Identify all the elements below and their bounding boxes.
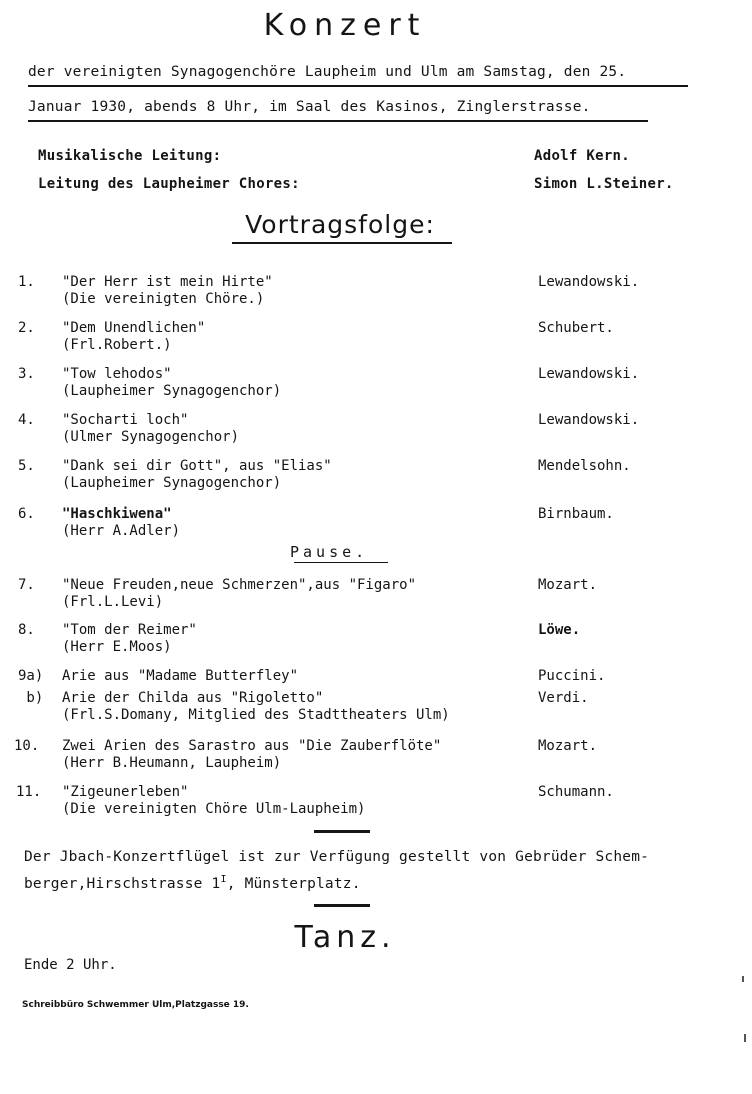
item-composer: Birnbaum. xyxy=(538,506,614,522)
item-number: 1. xyxy=(18,274,35,290)
item-piece: "Dem Unendlichen" xyxy=(62,320,206,336)
item-composer: Mozart. xyxy=(538,738,598,754)
piano-note-address: berger,Hirschstrasse 1 xyxy=(24,875,221,892)
item-number: 11. xyxy=(16,784,42,800)
intro-line-2: Januar 1930, abends 8 Uhr, im Saal des Kasinos, Zinglerstrasse. xyxy=(28,99,591,115)
credit-name-choir-director: Simon L.Steiner. xyxy=(534,176,674,192)
item-performer: (Frl.S.Domany, Mitglied des Stadttheaters Ulm) xyxy=(62,707,450,723)
item-number: 4. xyxy=(18,412,35,428)
item-performer: (Herr E.Moos) xyxy=(62,639,172,655)
item-composer: Lewandowski. xyxy=(538,366,640,382)
piano-note-place: , Münsterplatz. xyxy=(226,875,361,892)
item-number: 3. xyxy=(18,366,35,382)
item-number: 6. xyxy=(18,506,35,522)
item-number: 5. xyxy=(18,458,35,474)
item-number: 8. xyxy=(18,622,35,638)
item-performer: (Die vereinigten Chöre.) xyxy=(62,291,265,307)
item-piece: Arie der Childa aus "Rigoletto" xyxy=(62,690,324,706)
piano-note-superscript: I xyxy=(220,874,227,885)
item-performer: (Die vereinigten Chöre Ulm-Laupheim) xyxy=(62,801,366,817)
item-piece: "Tow lehodos" xyxy=(62,366,172,382)
item-number: 2. xyxy=(18,320,35,336)
item-performer: (Laupheimer Synagogenchor) xyxy=(62,383,282,399)
item-piece: Zwei Arien des Sarastro aus "Die Zauberflöte" xyxy=(62,738,442,754)
item-composer: Verdi. xyxy=(538,690,589,706)
intro-underline-1 xyxy=(28,85,688,87)
program-heading: Vortragsfolge: xyxy=(245,210,435,239)
item-piece: "Dank sei dir Gott", aus "Elias" xyxy=(62,458,332,474)
item-composer: Löwe. xyxy=(538,622,581,638)
printer-credit: Schreibbüro Schwemmer Ulm,Platzgasse 19. xyxy=(22,1000,249,1010)
intro-underline-2 xyxy=(28,120,648,122)
item-composer: Puccini. xyxy=(538,668,606,684)
item-performer: (Ulmer Synagogenchor) xyxy=(62,429,240,445)
item-composer: Schumann. xyxy=(538,784,614,800)
item-performer: (Frl.L.Levi) xyxy=(62,594,164,610)
dance-heading: Tanz. xyxy=(294,920,396,955)
piano-note-line-2 xyxy=(24,874,361,892)
item-piece: "Zigeunerleben" xyxy=(62,784,189,800)
piano-note-line-1: Der Jbach-Konzertflügel ist zur Verfügung gestellt von Gebrüder Schem- xyxy=(24,849,650,865)
credit-role-choir-director: Leitung des Laupheimer Chores: xyxy=(38,176,300,192)
separator-dash xyxy=(314,830,370,833)
item-performer: (Laupheimer Synagogenchor) xyxy=(62,475,282,491)
item-composer: Mozart. xyxy=(538,577,598,593)
credit-name-musical-director: Adolf Kern. xyxy=(534,148,631,164)
pause-underline xyxy=(294,562,388,563)
credit-role-musical-director: Musikalische Leitung: xyxy=(38,148,222,164)
item-number: 10. xyxy=(14,738,40,754)
item-piece: "Socharti loch" xyxy=(62,412,189,428)
scan-mark xyxy=(742,976,744,982)
program-heading-underline xyxy=(232,242,452,244)
item-composer: Lewandowski. xyxy=(538,412,640,428)
item-piece: "Der Herr ist mein Hirte" xyxy=(62,274,273,290)
end-time: Ende 2 Uhr. xyxy=(24,957,117,973)
item-performer: (Frl.Robert.) xyxy=(62,337,172,353)
item-composer: Mendelsohn. xyxy=(538,458,631,474)
item-number: 9a) xyxy=(18,668,44,684)
separator-dash xyxy=(314,904,370,907)
item-number: 7. xyxy=(18,577,35,593)
item-composer: Schubert. xyxy=(538,320,614,336)
intro-line-1: der vereinigten Synagogenchöre Laupheim und Ulm am Samstag, den 25. xyxy=(28,64,627,80)
document-title: Konzert xyxy=(263,8,427,43)
pause-label: Pause. xyxy=(290,543,369,561)
item-piece: "Neue Freuden,neue Schmerzen",aus "Figaro" xyxy=(62,577,417,593)
item-performer: (Herr B.Heumann, Laupheim) xyxy=(62,755,282,771)
scan-mark xyxy=(744,1034,746,1042)
item-number: b) xyxy=(18,690,44,706)
item-piece: "Tom der Reimer" xyxy=(62,622,197,638)
item-piece: "Haschkiwena" xyxy=(62,506,172,522)
item-composer: Lewandowski. xyxy=(538,274,640,290)
item-performer: (Herr A.Adler) xyxy=(62,523,181,539)
item-piece: Arie aus "Madame Butterfley" xyxy=(62,668,299,684)
